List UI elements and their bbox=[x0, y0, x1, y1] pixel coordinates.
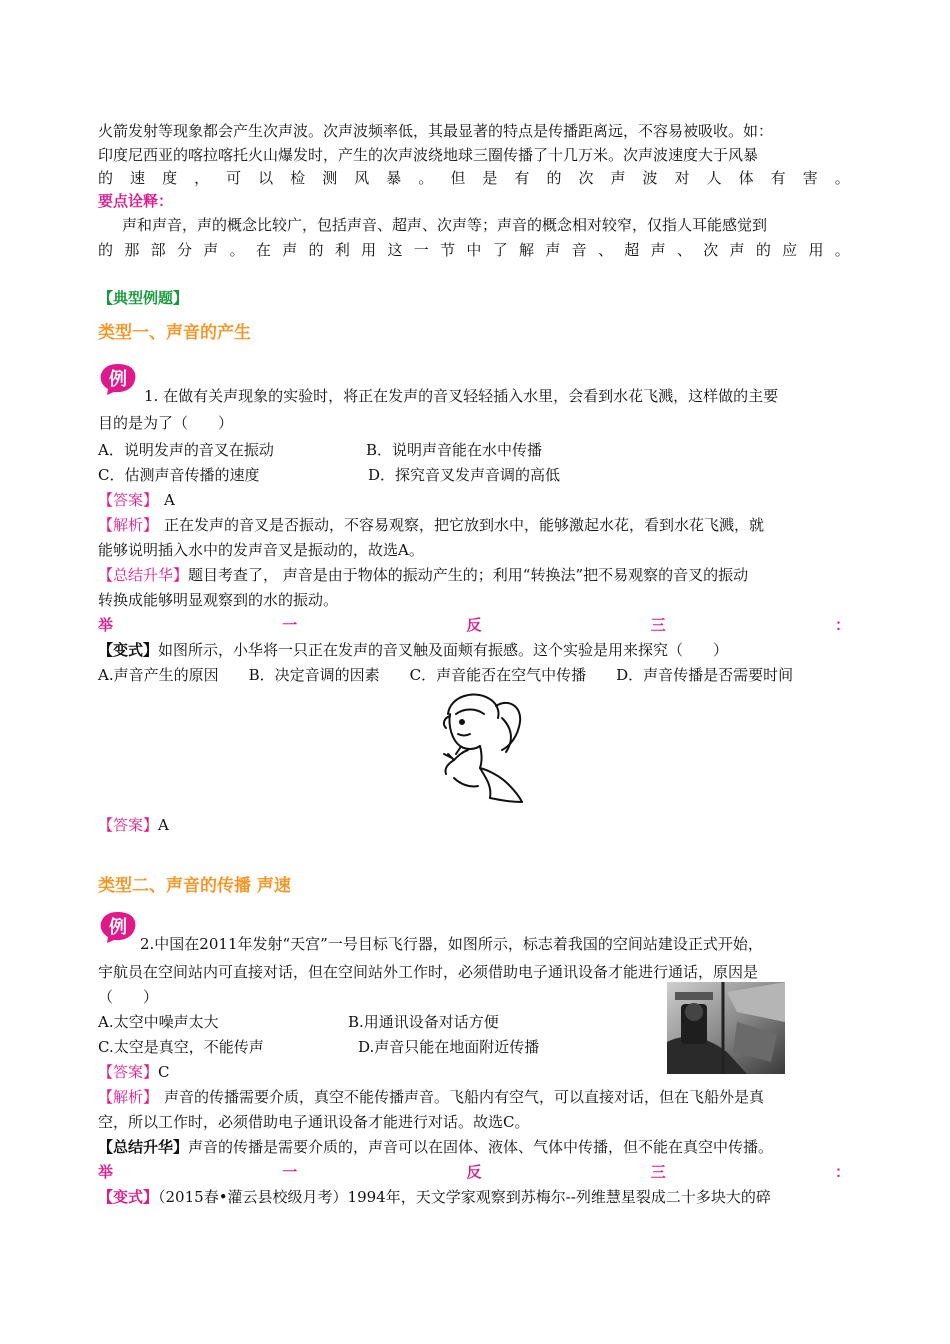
justified-char: 用 bbox=[361, 241, 377, 259]
justified-char: 声 bbox=[650, 241, 666, 259]
variant-1-answer bbox=[98, 815, 169, 835]
justified-char: 。 bbox=[834, 169, 850, 187]
justified-char: 可 bbox=[226, 169, 242, 187]
juyi-fansan-2 bbox=[98, 1162, 850, 1182]
juyi-char: 举 bbox=[98, 1163, 114, 1181]
justified-char: 应 bbox=[782, 241, 798, 259]
q1-option-a: A．说明发声的音叉在振动 bbox=[98, 441, 274, 459]
q1-option-c: C．估测声音传播的速度 bbox=[98, 466, 260, 484]
type2-title: 类型二、声音的传播 声速 bbox=[98, 876, 291, 896]
answer-label: 【答案】 bbox=[98, 816, 159, 834]
summary-text: 题目考查了， 声音是由于物体的振动产生的；利用“转换法”把不易观察的音叉的振动 bbox=[188, 566, 749, 584]
justified-char: 风 bbox=[354, 169, 370, 187]
examples-header: 【典型例题】 bbox=[98, 289, 189, 307]
justified-char: 有 bbox=[770, 169, 786, 187]
svg-text:例: 例 bbox=[109, 917, 127, 938]
justified-char: 解 bbox=[519, 241, 535, 259]
justified-char: 、 bbox=[676, 241, 692, 259]
justified-char: 度 bbox=[162, 169, 178, 187]
justified-char: 一 bbox=[413, 241, 429, 259]
example-badge-icon bbox=[98, 910, 138, 944]
justified-char: 是 bbox=[482, 169, 498, 187]
justified-char: 的 bbox=[755, 241, 771, 259]
justified-char: 检 bbox=[290, 169, 306, 187]
justified-char: 的 bbox=[98, 169, 114, 187]
q2-analysis-line-1 bbox=[98, 1087, 764, 1107]
justified-char: 以 bbox=[258, 169, 274, 187]
justified-char: 分 bbox=[176, 241, 192, 259]
answer-label: 【答案】 bbox=[98, 491, 159, 509]
justified-char: 声 bbox=[545, 241, 561, 259]
q2-line-2: 宇航员在空间站内可直接对话，但在空间站外工作时，必须借助电子通讯设备才能进行通话，原因是 bbox=[98, 963, 759, 981]
q2-line-3: （ ） bbox=[98, 988, 159, 1006]
q1-analysis-line-2: 能够说明插入水中的发声音叉是振动的，故选A。 bbox=[98, 541, 424, 559]
justified-char: 次 bbox=[703, 241, 719, 259]
q1-summary-line-1 bbox=[98, 565, 748, 585]
analysis-text: 声音的传播需要介质，真空不能传播声音。飞船内有空气，可以直接对话，但在飞船外是真 bbox=[164, 1088, 765, 1106]
juyi-fansan-1 bbox=[98, 615, 850, 635]
juyi-char: ： bbox=[834, 616, 850, 634]
justified-char: 。 bbox=[834, 241, 850, 259]
justified-char: 在 bbox=[255, 241, 271, 259]
answer-label: 【答案】 bbox=[98, 1063, 159, 1081]
juyi-char: 反 bbox=[466, 1163, 482, 1181]
justified-char: 声 bbox=[282, 241, 298, 259]
juyi-char: 三 bbox=[650, 616, 666, 634]
justified-char: 。 bbox=[229, 241, 245, 259]
justified-char: 速 bbox=[130, 169, 146, 187]
juyi-char: 三 bbox=[650, 1163, 666, 1181]
summary-label: 【总结升华】 bbox=[98, 566, 189, 584]
example-badge-icon bbox=[98, 362, 138, 396]
q2-summary bbox=[98, 1137, 773, 1157]
justified-char: 暴 bbox=[386, 169, 402, 187]
justified-char: 超 bbox=[624, 241, 640, 259]
key-points-label: 要点诠释： bbox=[98, 192, 174, 210]
svg-text:例: 例 bbox=[109, 369, 127, 390]
q1-analysis-line-1 bbox=[98, 515, 764, 535]
justified-char: 这 bbox=[387, 241, 403, 259]
justified-char: 中 bbox=[466, 241, 482, 259]
justified-char: 利 bbox=[334, 241, 350, 259]
q2-option-c: C.太空是真空，不能传声 bbox=[98, 1038, 264, 1056]
justified-char: 声 bbox=[729, 241, 745, 259]
variant-label: 【变式】 bbox=[98, 641, 159, 659]
intro-line-1: 火箭发射等现象都会产生次声波。次声波频率低，其最显著的特点是传播距离远，不容易被吸收。如： bbox=[98, 122, 774, 140]
summary-label: 【总结升华】 bbox=[98, 1138, 189, 1156]
analysis-label: 【解析】 bbox=[98, 1088, 159, 1106]
variant-2 bbox=[98, 1187, 771, 1207]
justified-char: 害 bbox=[802, 169, 818, 187]
q1-answer bbox=[98, 490, 175, 510]
q2-analysis-line-2: 空，所以工作时，必须借助电子通讯设备才能进行对话。故选C。 bbox=[98, 1113, 530, 1131]
q1-option-d: D．探究音叉发声音调的高低 bbox=[368, 466, 561, 484]
justified-char: 用 bbox=[808, 241, 824, 259]
juyi-char: ： bbox=[834, 1163, 850, 1181]
justified-char: 测 bbox=[322, 169, 338, 187]
justified-char: 。 bbox=[418, 169, 434, 187]
q1-line-1: 1. 在做有关声现象的实验时，将正在发声的音叉轻轻插入水里，会看到水花飞溅，这样做的主要 bbox=[144, 387, 779, 405]
q2-answer bbox=[98, 1062, 170, 1082]
girl-tuning-fork-figure bbox=[430, 688, 526, 804]
justified-char: 波 bbox=[642, 169, 658, 187]
q2-line-1: 2.中国在2011年发射“天宫”一号目标飞行器，如图所示，标志着我国的空间站建设正式开始， bbox=[140, 935, 763, 953]
q2-option-b: B.用通讯设备对话方便 bbox=[348, 1013, 499, 1031]
q1-line-2: 目的是为了（ ） bbox=[98, 414, 234, 432]
juyi-char: 举 bbox=[98, 616, 114, 634]
q2-option-a: A.太空中噪声太大 bbox=[98, 1013, 219, 1031]
justified-char: ， bbox=[194, 169, 210, 187]
justified-char: 节 bbox=[440, 241, 456, 259]
justified-char: 的 bbox=[308, 241, 324, 259]
para-line-2 bbox=[98, 240, 850, 260]
juyi-char: 反 bbox=[466, 616, 482, 634]
justified-char: 那 bbox=[124, 241, 140, 259]
justified-char: 声 bbox=[203, 241, 219, 259]
q1-option-b: B．说明声音能在水中传播 bbox=[366, 441, 543, 459]
type1-title: 类型一、声音的产生 bbox=[98, 323, 251, 343]
justified-char: 的 bbox=[98, 241, 114, 259]
answer-value: A bbox=[164, 491, 175, 509]
justified-char: 但 bbox=[450, 169, 466, 187]
juyi-char: 一 bbox=[282, 1163, 298, 1181]
justified-char: 人 bbox=[706, 169, 722, 187]
intro-line-3 bbox=[98, 168, 850, 188]
justified-char: 了 bbox=[492, 241, 508, 259]
justified-char: 部 bbox=[150, 241, 166, 259]
justified-char: 的 bbox=[546, 169, 562, 187]
justified-char: 对 bbox=[674, 169, 690, 187]
juyi-char: 一 bbox=[282, 616, 298, 634]
space-station-photo bbox=[667, 982, 785, 1074]
variant-text: 如图所示，小华将一只正在发声的音叉触及面颊有振感。这个实验是用来探究（ ） bbox=[158, 641, 729, 659]
answer-value: A bbox=[158, 816, 169, 834]
justified-char: 声 bbox=[610, 169, 626, 187]
analysis-text: 正在发声的音叉是否振动，不容易观察，把它放到水中，能够激起水花，看到水花飞溅，就 bbox=[164, 516, 765, 534]
variant-label: 【变式】 bbox=[98, 1188, 159, 1206]
analysis-label: 【解析】 bbox=[98, 516, 159, 534]
summary-text: 声音的传播是需要介质的，声音可以在固体、液体、气体中传播，但不能在真空中传播。 bbox=[188, 1138, 774, 1156]
justified-char: 体 bbox=[738, 169, 754, 187]
para-line-1: 声和声音，声的概念比较广，包括声音、超声、次声等；声音的概念相对较窄，仅指人耳能感觉到 bbox=[122, 216, 768, 234]
intro-line-2: 印度尼西亚的喀拉喀托火山爆发时，产生的次声波绕地球三圈传播了十几万米。次声波速度大于风暴 bbox=[98, 146, 759, 164]
variant-1-options: A.声音产生的原因 B．决定音调的因素 C．声音能否在空气中传播 D．声音传播是否需要时间 bbox=[98, 666, 794, 684]
justified-char: 有 bbox=[514, 169, 530, 187]
variant-1 bbox=[98, 640, 728, 660]
q1-summary-line-2: 转换成能够明显观察到的水的振动。 bbox=[98, 591, 339, 609]
q2-option-d: D.声音只能在地面附近传播 bbox=[358, 1038, 540, 1056]
justified-char: 次 bbox=[578, 169, 594, 187]
justified-char: 音 bbox=[571, 241, 587, 259]
answer-value: C bbox=[158, 1063, 170, 1081]
variant-text: （2015春•灌云县校级月考）1994年，天文学家观察到苏梅尔--列维慧星裂成二十多块大的碎 bbox=[158, 1188, 771, 1206]
justified-char: 、 bbox=[597, 241, 613, 259]
